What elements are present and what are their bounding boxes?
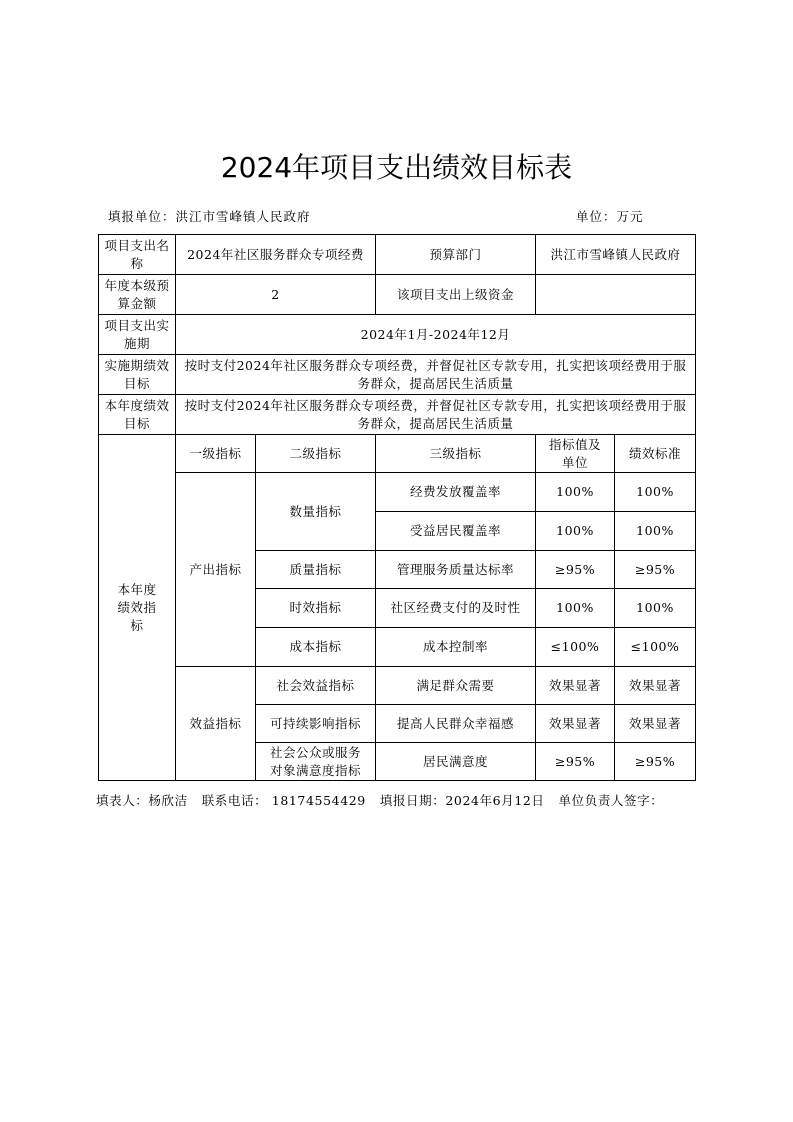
- indicator-standard: 效果显著: [615, 705, 696, 743]
- table-row: [99, 315, 696, 355]
- fill-date: 填报日期：2024年6月12日: [379, 793, 545, 808]
- annual-goal-value: 按时支付2024年社区服务群众专项经费，并督促社区专款专用，扎实把该项经费用于服务群众，提高居民生活质量: [176, 395, 696, 435]
- indicator-standard: 效果显著: [615, 667, 696, 705]
- indicator-name: 满足群众需要: [376, 667, 536, 705]
- responsible-signature: 单位负责人签字：: [558, 793, 664, 808]
- table-row: [99, 473, 696, 512]
- table-row: [99, 435, 696, 473]
- indicator-standard: ≤100%: [615, 628, 696, 667]
- header-level2: 二级指标: [256, 435, 376, 473]
- indicator-name: 居民满意度: [376, 743, 536, 781]
- budget-dept-label: 预算部门: [376, 235, 536, 275]
- project-name-label: 项目支出名称: [99, 235, 176, 275]
- sustainable-impact-label: 可持续影响指标: [256, 705, 376, 743]
- header-level3: 三级指标: [376, 435, 536, 473]
- benefit-indicator-label: 效益指标: [176, 667, 256, 781]
- indicator-value: ≥95%: [536, 551, 615, 589]
- cost-indicator-label: 成本指标: [256, 628, 376, 667]
- indicator-name: 社区经费支付的及时性: [376, 589, 536, 628]
- indicator-standard: 100%: [615, 589, 696, 628]
- social-benefit-label: 社会效益指标: [256, 667, 376, 705]
- quantity-indicator-label: 数量指标: [256, 473, 376, 551]
- indicator-standard: ≥95%: [615, 743, 696, 781]
- period-value: 2024年1月-2024年12月: [176, 315, 696, 355]
- annual-budget-value: 2: [176, 275, 376, 315]
- indicator-value: ≤100%: [536, 628, 615, 667]
- form-footer: [96, 791, 677, 809]
- indicator-value: 100%: [536, 473, 615, 512]
- table-row: [99, 667, 696, 705]
- period-goal-label: 实施期绩效目标: [99, 355, 176, 395]
- table-row: [99, 275, 696, 315]
- quality-indicator-label: 质量指标: [256, 551, 376, 589]
- indicator-value: 效果显著: [536, 667, 615, 705]
- period-label: 项目支出实施期: [99, 315, 176, 355]
- indicator-name: 提高人民群众幸福感: [376, 705, 536, 743]
- header-standard: 绩效标准: [615, 435, 696, 473]
- header-level1: 一级指标: [176, 435, 256, 473]
- indicator-standard: ≥95%: [615, 551, 696, 589]
- page-title: 2024年项目支出绩效目标表: [220, 151, 573, 184]
- satisfaction-indicator-label: 社会公众或服务对象满意度指标: [256, 743, 376, 781]
- output-indicator-label: 产出指标: [176, 473, 256, 667]
- filler-name: 填表人：杨欣洁: [96, 793, 188, 808]
- indicator-name: 成本控制率: [376, 628, 536, 667]
- superior-funds-value: [536, 275, 696, 315]
- performance-table: [98, 234, 696, 781]
- indicator-value: 100%: [536, 589, 615, 628]
- indicator-standard: 100%: [615, 512, 696, 551]
- indicator-standard: 100%: [615, 473, 696, 512]
- contact-phone: 联系电话： 18174554429: [201, 793, 366, 808]
- timeliness-indicator-label: 时效指标: [256, 589, 376, 628]
- budget-dept-value: 洪江市雪峰镇人民政府: [536, 235, 696, 275]
- table-row: [99, 235, 696, 275]
- annual-budget-label: 年度本级预算金额: [99, 275, 176, 315]
- indicator-value: 效果显著: [536, 705, 615, 743]
- indicator-name: 经费发放覆盖率: [376, 473, 536, 512]
- reporting-unit: 填报单位：洪江市雪峰镇人民政府: [108, 209, 311, 224]
- header-value: 指标值及单位: [536, 435, 615, 473]
- indicator-name: 管理服务质量达标率: [376, 551, 536, 589]
- period-goal-value: 按时支付2024年社区服务群众专项经费，并督促社区专款专用，扎实把该项经费用于服务群众，提高居民生活质量: [176, 355, 696, 395]
- indicators-section-label: 本年度绩效指标: [99, 435, 176, 781]
- currency-unit: 单位：万元: [576, 209, 644, 224]
- superior-funds-label: 该项目支出上级资金: [376, 275, 536, 315]
- table-row: [99, 355, 696, 395]
- indicator-value: 100%: [536, 512, 615, 551]
- indicator-name: 受益居民覆盖率: [376, 512, 536, 551]
- table-row: [99, 395, 696, 435]
- indicator-value: ≥95%: [536, 743, 615, 781]
- project-name-value: 2024年社区服务群众专项经费: [176, 235, 376, 275]
- annual-goal-label: 本年度绩效目标: [99, 395, 176, 435]
